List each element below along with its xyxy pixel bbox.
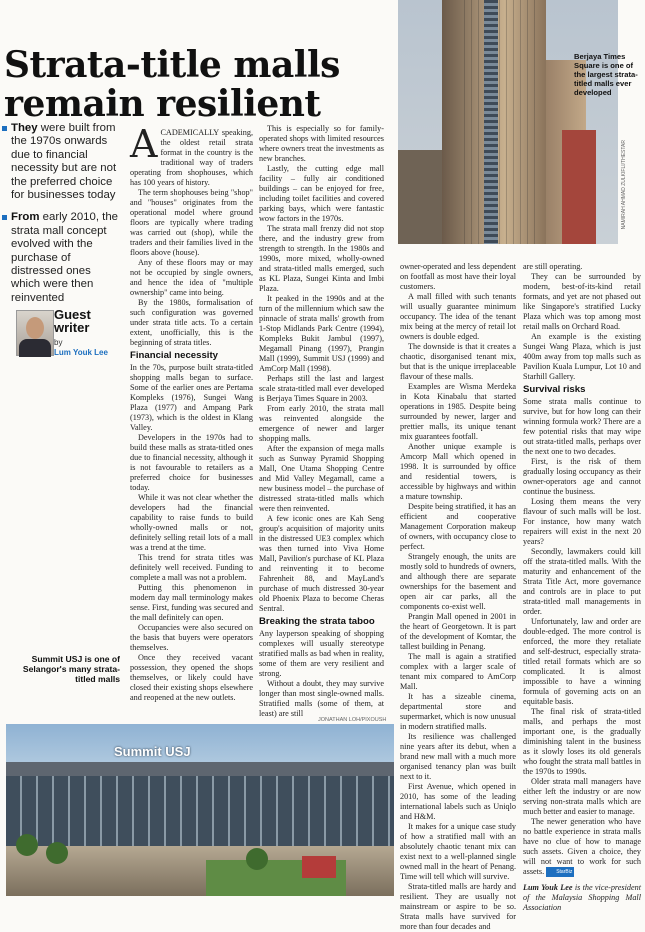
mall-photo-credit: JONATHAN LOH/PIXOUSH [318, 717, 387, 723]
guest-writer-label: Guest writer [54, 307, 91, 335]
paragraph: Occupancies were also secured on the basis that buyers were operators themselves. [130, 623, 253, 652]
drop-cap: A [130, 122, 158, 166]
paragraph: An example is the existing Sungei Wang Plaza, which is just 400m away from top malls such as Pavilion Kuala Lumpur, Lot 10 and Starhill Gallery. [523, 332, 641, 381]
paragraph: owner-operated and less dependent on footfall as most have their loyal customers. [400, 262, 516, 291]
paragraph: Once they received vacant possession, they opened the shops themselves, or likely could have closed their existing shops elsewhere and reopened at the new outlets. [130, 653, 253, 702]
author-bio-text: is the vice-president of the Malaysia Shopping Mall Association [523, 883, 641, 913]
paragraph: Losing them means the very flavour of such malls will be lost. For instance, how many watch repairers will exist in the next 20 years? [523, 497, 641, 546]
paragraph: Strangely enough, the units are mostly sold to hundreds of owners, and although there are separate ownerships for the basement and open air car parks, all the components co-exist well. [400, 552, 516, 611]
paragraph: Strata-titled malls are hardy and resilient. They are usually not mainstream or aspire to be so. Strata malls have survived for more than four decades and [400, 882, 516, 931]
paragraph: It makes for a unique case study of how a stratified mall with an absolutely chaotic tenant mix can exist next to a well-planned single owned mall in the heart of Penang. Time will tell which will survive. [400, 822, 516, 881]
paragraph: Examples are Wisma Merdeka in Kota Kinabalu that started operations in 1985. Despite being surrounded by newer, larger and prettier malls, its unique tenant mix guarantees footfall. [400, 382, 516, 441]
paragraph: While it was not clear whether the developers had the financial capability to raise funds to build wholly-owned malls or not, definitely selling retail lots of a mall was a trend at the time. [130, 493, 253, 552]
mall-sign: Summit USJ [114, 744, 191, 759]
paragraph: By the 1980s, formalisation of such configuration was governed under strata title acts. To a certain extent, unofficially, this is the beginning of strata titles. [130, 298, 253, 347]
paragraph: The downside is that it creates a chaotic, disorganised tenant mix, but that is the unique irreplaceable flavour of these malls. [400, 342, 516, 381]
author-bio-name: Lum Youk Lee [523, 883, 573, 893]
article-column-3 [400, 262, 516, 931]
paragraph: Another unique example is Amcorp Mall which opened in 1998. It is surrounded by office and residential towers, is accessible by highways and within a mature township. [400, 442, 516, 501]
summary-bullets [2, 122, 120, 314]
paragraph: From early 2010, the strata mall was reinvented alongside the emergence of newer and larger shopping malls. [259, 404, 384, 443]
paragraph: Prangin Mall opened in 2001 in the heart of Georgetown. It is part of the development of Komtar, the tallest building in Penang. [400, 612, 516, 651]
paragraph: Lastly, the cutting edge mall facility – fully air conditioned buildings – can be enjoyed for free, including toilet facilities and covered parking bays, which were fantastic wow factors in the 1970s. [259, 164, 384, 223]
paragraph: The final risk of strata-titled malls, and perhaps the most important one, is the gradually diminishing talent in the business as it slowly loses its old generals who fought the strata mall battles in the 1970s to 1990s. [523, 707, 641, 776]
paragraph: Despite being stratified, it has an efficient and cooperative Management Corporation makeup of owners, with occupancy close to perfect. [400, 502, 516, 551]
bullet-lead: They [11, 122, 38, 134]
paragraph: First Avenue, which opened in 2010, has some of the leading international labels such as Uniqlo and H&M. [400, 782, 516, 821]
paragraph: Any of these floors may or may not be occupied by single owners, and hence the idea of "multiple ownership" came into being. [130, 258, 253, 297]
paragraph: Any layperson speaking of shopping complexes will usually stereotype stratified malls as bad when in reality, some of them are very resilient and strong. [259, 629, 384, 678]
paragraph: In the 70s, purpose built strata-titled shopping malls began to surface. Some of the earlier ones are Pertama Kompleks (1976), Sungei Wang Plaza (1977) and Ampang Park (1973), which is the oldest in Klang Valley. [130, 363, 253, 432]
paragraph: After the expansion of mega malls such as Sunway Pyramid Shopping Mall, One Utama Shopping Centre and Mid Valley Megamall, came a new business model – the purchase of distressed strata-titled malls which were then reinvented. [259, 444, 384, 513]
subheading: Breaking the strata taboo [259, 616, 375, 627]
bullet-item [2, 122, 120, 202]
paragraph: It peaked in the 1990s and at the turn of the millennium which saw the pinnacle of strata malls' growth from 1-Stop Midlands Park Centre (1994), Kompleks Bukit Jambul (1997), Megamall Pinang (1997), Prangin Mall (1999), Summit USJ (1999) and AmCorp Mall (1998). [259, 294, 384, 373]
tower-photo-credit: NAMIRAH AHMAD ZULKIFLI/THESTAR [621, 140, 627, 230]
paragraph: The mall is again a stratified complex with a larger scale of tenant mix compared to AmCorp Mall. [400, 652, 516, 691]
article-column-4 [523, 262, 641, 913]
bullet-text: early 2010, the strata mall concept evolved with the purchase of distressed ones which were then reinvented [11, 211, 119, 304]
article-column-2 [259, 124, 384, 718]
berjaya-times-square-photo [398, 0, 618, 244]
subheading: Survival risks [523, 384, 586, 395]
writer-name: Lum Youk Lee [54, 348, 108, 357]
mall-photo-caption: Summit USJ is one of Selangor's many strata-titled malls [22, 654, 120, 684]
paragraph: The strata mall frenzy did not stop there, and the industry grew from strength to strength. In the 1980s and 1990s, more mixed, wholly-owned and strata-titled malls emerged, such as KL Plaza, Sungei Kinta and Imbi Plaza. [259, 224, 384, 293]
paragraph: Developers in the 1970s had to build these malls as strata-titled ones due to financial necessity, although it is not favourable to retailers as a preferred choice for businesses today. [130, 433, 253, 492]
author-bio [523, 883, 641, 913]
paragraph: First, is the risk of them gradually losing occupancy as their owner-operators age and cannot continue the business. [523, 457, 641, 496]
author-photo [16, 310, 54, 356]
paragraph: They can be surrounded by modern, best-of-its-kind retail formats, and yet are not phased out like Singapore's stratified Lucky Plaza which was top among most retail malls on Orchard Road. [523, 272, 641, 331]
bullet-item [2, 211, 120, 305]
paragraph: Putting this phenomenon in modern day mall terminology makes sense. First, funding was secured and the mall definitely can open. [130, 583, 253, 622]
paragraph: It has a sizeable cinema, departmental store and supermarket, which is now unusual in modern stratified malls. [400, 692, 516, 731]
paragraph: Older strata mall managers have either left the industry or are now serving non-strata malls which are much better and easier to manage. [523, 777, 641, 816]
paragraph: Perhaps still the last and largest scale strata-titled mall ever developed is Berjaya Times Square in 2003. [259, 374, 384, 403]
paragraph: The term shophouses being "shop" and "houses" originates from the operational model where ground floors are typically where trading was carried out (shop), while the traders and their families lived in the floors above (house). [130, 188, 253, 257]
tower-photo-caption: Berjaya Times Square is one of the largest strata-titled malls ever developed [574, 52, 638, 97]
paragraph: Its resilience was challenged nine years after its debut, when a brand new mall with a much more organised tenancy plan was built next to it. [400, 732, 516, 781]
paragraph: A mall filled with such tenants will usually guarantee minimum occupancy. The idea of the tenant mix being at the mercy of retail lot owners is double edged. [400, 292, 516, 341]
paragraph: Secondly, lawmakers could kill off the strata-titled malls. With the maturity and enhancement of the Strata Title Act, more governance and controls are in place to put strata-titled mall managements in order. [523, 547, 641, 616]
bullet-lead: From [11, 211, 40, 224]
summit-usj-photo [6, 724, 394, 896]
bullet-text: were built from the 1970s onwards due to financial necessity but are not the preferred choice for businesses today [11, 122, 117, 202]
paragraph: are still operating. [523, 262, 583, 271]
article-column-1 [130, 122, 253, 708]
paragraph: Without a doubt, they may survive longer than most single-owned malls. Stratified malls (some of them, at least) are still [259, 679, 384, 718]
paragraph: The newer generation who have no battle experience in strata malls have no clue of how to manage such assets. Given a choice, they will not want to work for such assets. StarBiz [523, 817, 641, 876]
writer-by-label: by [54, 338, 63, 347]
paragraph: A few iconic ones are Kah Seng group's acquisition of majority units in the distressed UE3 complex which was then turned into Viva Home Mall, Pavilion's purchase of KL Plaza and reinventing it to become Fahrenheit 88, and MayLand's purchase of much distressed 30-year old Phoenix Plaza to become Cheras Sentral. [259, 514, 384, 613]
paragraph: This trend for strata titles was definitely well received. Funding to complete a mall was not a problem. [130, 553, 253, 582]
paragraph: This is especially so for family-operated shops with limited resources where owners treat the investments as new branches. [259, 124, 384, 163]
paragraph: ACADEMICALLY speaking, the oldest retail strata format in the country is the traditional way of traders operating from shophouses, which has 100 years of history. [130, 122, 253, 187]
subheading: Financial necessity [130, 350, 218, 361]
paragraph: Unfortunately, law and order are double-edged. The more control is enforced, the more they retaliate and self-destruct, especially strata-titled retail formats which are so complicated. It is almost impossible to have a winning formula of governing acts on an equitable basis. [523, 617, 641, 706]
paragraph: Some strata malls continue to survive, but for how long can their winning formula work? There are a few potential risks that may wipe out strata-titled malls, perhaps over the next one to two decades. [523, 397, 641, 456]
starbiz-end-mark: StarBiz [546, 867, 574, 877]
headline: Strata-title malls remain resilient [4, 44, 340, 126]
